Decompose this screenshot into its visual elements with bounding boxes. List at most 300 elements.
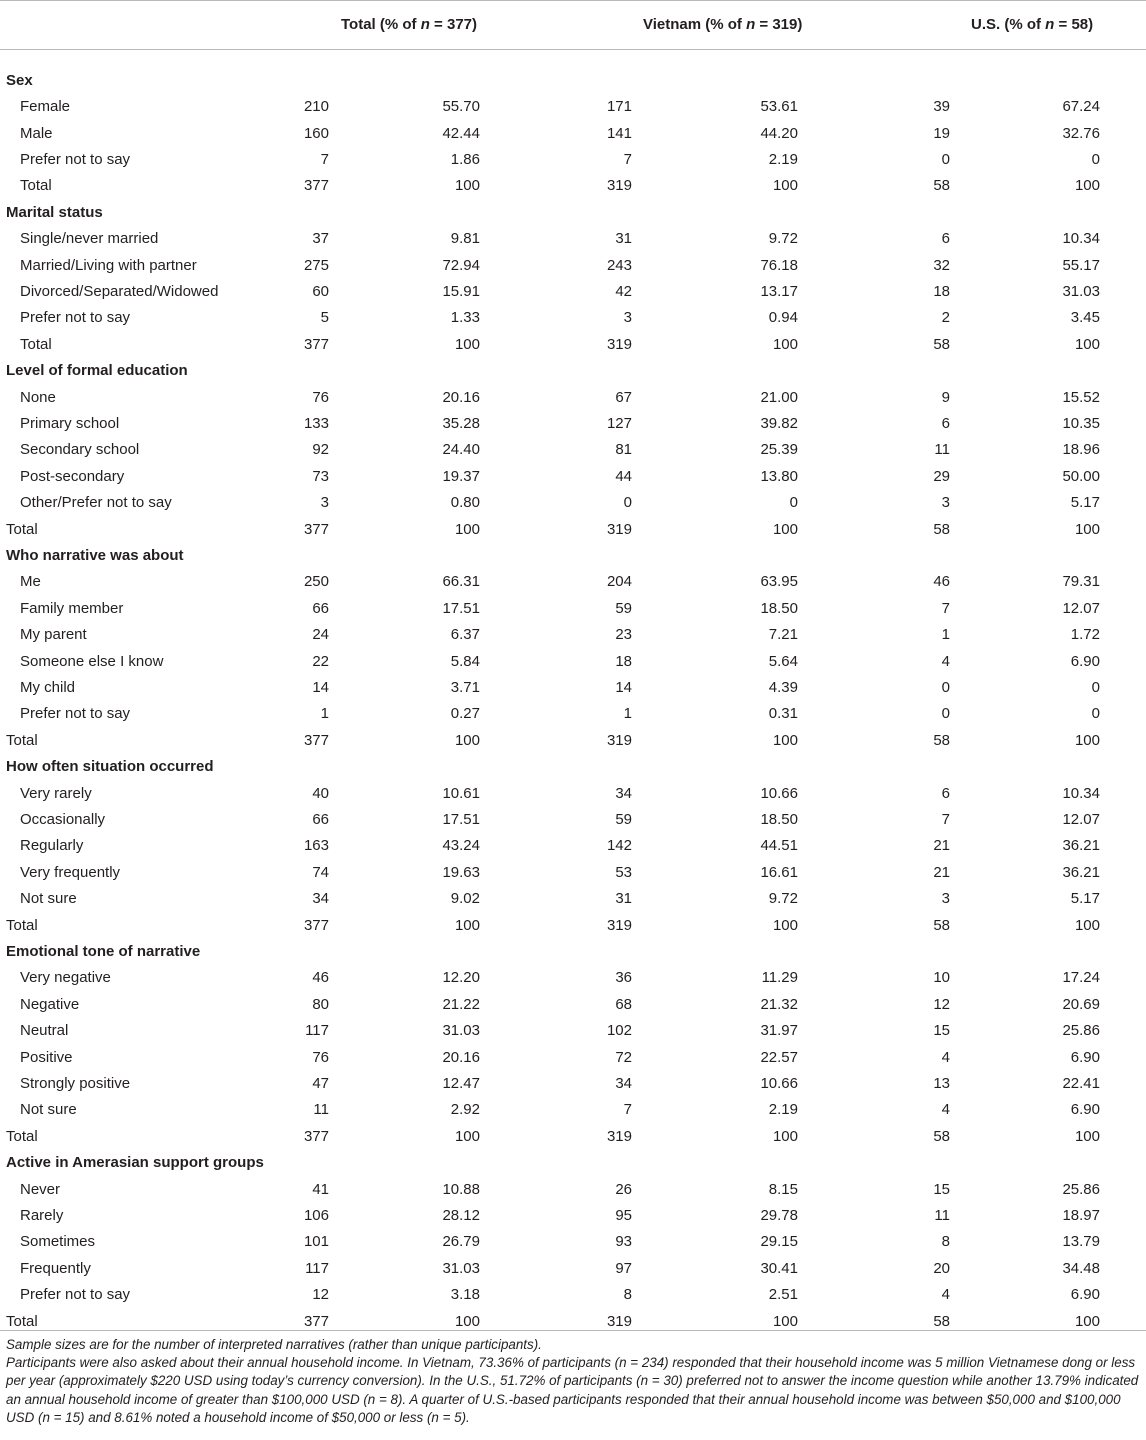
total-percent-cell: 20.16 (442, 388, 480, 406)
section-header-row (0, 200, 1146, 226)
row-label: My parent (20, 626, 87, 644)
us-count-cell: 58 (933, 731, 950, 749)
us-percent-cell: 55.17 (1062, 256, 1100, 274)
total-percent-cell: 100 (454, 1312, 480, 1330)
vietnam-percent-cell: 44.20 (760, 124, 798, 142)
total-count-cell: 377 (303, 731, 329, 749)
vietnam-count-cell: 204 (606, 573, 632, 591)
us-count-cell: 15 (933, 1022, 950, 1040)
us-count-cell: 21 (933, 863, 950, 881)
vietnam-percent-cell: 2.51 (768, 1286, 798, 1304)
us-count-cell: 0 (941, 679, 950, 696)
total-row (0, 728, 1146, 754)
us-percent-cell: 25.86 (1062, 1180, 1100, 1198)
table-row (0, 1256, 1146, 1282)
total-percent-cell: 100 (454, 1127, 480, 1145)
vietnam-percent-cell: 2.19 (768, 151, 798, 168)
us-percent-cell: 10.34 (1062, 784, 1100, 802)
total-row (0, 517, 1146, 543)
total-percent-cell: 19.37 (442, 467, 480, 485)
section-header-row (0, 358, 1146, 384)
total-count-cell: 377 (303, 1127, 329, 1145)
table-row (0, 1071, 1146, 1097)
us-percent-cell: 100 (1074, 520, 1100, 538)
us-percent-cell: 15.52 (1062, 388, 1100, 406)
vietnam-count-cell: 59 (615, 811, 632, 828)
total-count-cell: 5 (320, 309, 329, 327)
us-count-cell: 19 (933, 124, 950, 142)
total-count-cell: 11 (313, 1101, 329, 1119)
vietnam-percent-cell: 39.82 (760, 415, 798, 432)
us-percent-cell: 50.00 (1062, 467, 1100, 485)
us-count-cell: 3 (941, 494, 950, 512)
section-label: Who narrative was about (6, 547, 184, 564)
vietnam-percent-cell: 10.66 (760, 1075, 798, 1092)
total-percent-cell: 26.79 (442, 1233, 480, 1251)
us-count-cell: 29 (933, 467, 950, 485)
table-row (0, 464, 1146, 490)
row-label: Very rarely (20, 784, 92, 802)
row-label: Female (20, 98, 71, 116)
vietnam-count-cell: 95 (615, 1207, 632, 1224)
us-percent-cell: 67.24 (1062, 98, 1100, 116)
us-count-cell: 11 (934, 441, 950, 459)
vietnam-count-cell: 319 (606, 916, 632, 934)
vietnam-count-cell: 142 (606, 837, 632, 855)
table-row (0, 226, 1146, 252)
row-label: Prefer not to say (20, 1286, 131, 1304)
total-percent-cell: 17.51 (442, 811, 480, 828)
row-label: Sometimes (20, 1233, 96, 1251)
table-row (0, 596, 1146, 622)
table-row (0, 701, 1146, 727)
section-label: Level of formal education (6, 362, 188, 380)
section-header-row (0, 1150, 1146, 1176)
us-count-cell: 15 (933, 1180, 950, 1198)
total-percent-cell: 3.18 (450, 1286, 480, 1304)
vietnam-count-cell: 44 (615, 467, 632, 485)
section-header-row (0, 68, 1146, 94)
total-percent-cell: 17.51 (442, 599, 480, 617)
bottom-rule (0, 1330, 1146, 1331)
total-percent-cell: 10.61 (442, 784, 480, 802)
total-count-cell: 117 (305, 1259, 329, 1277)
us-percent-cell: 20.69 (1062, 995, 1100, 1013)
us-count-cell: 2 (941, 309, 950, 327)
us-percent-cell: 100 (1074, 1312, 1100, 1330)
total-count-cell: 377 (303, 177, 329, 195)
vietnam-percent-cell: 11.29 (761, 969, 798, 987)
us-count-cell: 0 (941, 705, 950, 723)
total-percent-cell: 66.31 (442, 573, 480, 591)
table-row (0, 490, 1146, 516)
total-percent-cell: 100 (454, 335, 480, 353)
table-row (0, 173, 1146, 199)
vietnam-count-cell: 319 (606, 177, 632, 195)
total-percent-cell: 100 (454, 731, 480, 749)
us-percent-cell: 12.07 (1062, 599, 1100, 617)
total-count-cell: 250 (303, 573, 329, 591)
vietnam-count-cell: 7 (623, 151, 632, 168)
vietnam-count-cell: 97 (615, 1259, 632, 1277)
row-label: Very negative (20, 969, 111, 987)
total-percent-cell: 100 (454, 520, 480, 538)
row-label: Strongly positive (20, 1075, 131, 1092)
section-header-row (0, 543, 1146, 569)
total-percent-cell: 24.40 (442, 441, 480, 459)
row-label: Rarely (20, 1207, 64, 1224)
us-percent-cell: 100 (1074, 731, 1100, 749)
total-percent-cell: 15.91 (442, 283, 480, 300)
row-label: Not sure (20, 1101, 77, 1119)
vietnam-count-cell: 42 (615, 283, 632, 300)
total-count-cell: 14 (312, 679, 329, 696)
us-percent-cell: 0 (1091, 705, 1100, 723)
us-percent-cell: 22.41 (1062, 1075, 1100, 1092)
vietnam-percent-cell: 2.19 (768, 1101, 798, 1119)
us-percent-cell: 0 (1091, 679, 1100, 696)
us-count-cell: 11 (934, 1207, 950, 1224)
us-count-cell: 58 (933, 335, 950, 353)
vietnam-count-cell: 67 (615, 388, 632, 406)
total-count-cell: 66 (312, 599, 329, 617)
row-label: Very frequently (20, 863, 121, 881)
total-percent-cell: 12.20 (442, 969, 480, 987)
us-count-cell: 58 (933, 1127, 950, 1145)
vietnam-percent-cell: 100 (772, 1312, 798, 1330)
table-row (0, 121, 1146, 147)
row-label: Negative (20, 995, 80, 1013)
total-count-cell: 76 (312, 1048, 329, 1066)
section-header-row (0, 939, 1146, 965)
row-label: Frequently (20, 1259, 91, 1277)
vietnam-percent-cell: 4.39 (768, 679, 798, 696)
table-row (0, 1018, 1146, 1044)
vietnam-percent-cell: 18.50 (760, 811, 798, 828)
total-count-cell: 101 (303, 1233, 329, 1251)
table-row (0, 622, 1146, 648)
total-count-cell: 66 (312, 811, 329, 828)
section-label: How often situation occurred (6, 758, 214, 776)
total-percent-cell: 21.22 (442, 995, 480, 1013)
total-percent-cell: 10.88 (442, 1180, 480, 1198)
us-percent-cell: 25.86 (1062, 1022, 1100, 1040)
total-percent-cell: 35.28 (442, 415, 480, 432)
us-count-cell: 9 (941, 388, 950, 406)
total-percent-cell: 1.86 (450, 151, 480, 168)
vietnam-percent-cell: 0.94 (768, 309, 798, 327)
row-label: Me (20, 573, 41, 591)
total-count-cell: 377 (303, 335, 329, 353)
us-percent-cell: 5.17 (1070, 494, 1100, 512)
us-count-cell: 7 (941, 811, 950, 828)
vietnam-count-cell: 93 (615, 1233, 632, 1251)
us-percent-cell: 32.76 (1062, 124, 1100, 142)
total-count-cell: 377 (303, 916, 329, 934)
section-label: Active in Amerasian support groups (6, 1154, 264, 1172)
total-count-cell: 117 (305, 1022, 329, 1040)
us-percent-cell: 100 (1074, 1127, 1100, 1145)
us-count-cell: 58 (933, 520, 950, 538)
table-row (0, 437, 1146, 463)
table-row (0, 807, 1146, 833)
vietnam-count-cell: 34 (615, 784, 632, 802)
total-count-cell: 92 (312, 441, 329, 459)
row-label: Neutral (20, 1022, 69, 1040)
us-percent-cell: 36.21 (1062, 863, 1100, 881)
total-count-cell: 73 (312, 467, 329, 485)
total-percent-cell: 6.37 (450, 626, 480, 644)
total-count-cell: 377 (303, 1312, 329, 1330)
total-count-cell: 210 (303, 98, 329, 116)
vietnam-percent-cell: 13.17 (760, 283, 798, 300)
total-percent-cell: 28.12 (442, 1207, 480, 1224)
us-percent-cell: 100 (1074, 177, 1100, 195)
table-row (0, 1097, 1146, 1123)
vietnam-percent-cell: 9.72 (768, 230, 798, 248)
vietnam-count-cell: 34 (615, 1075, 632, 1092)
total-count-cell: 3 (320, 494, 329, 512)
row-label: Prefer not to say (20, 151, 131, 168)
total-percent-cell: 9.81 (450, 230, 480, 248)
row-label: Other/Prefer not to say (20, 494, 172, 512)
table-row (0, 1229, 1146, 1255)
vietnam-percent-cell: 29.78 (760, 1207, 798, 1224)
row-label: Prefer not to say (20, 705, 131, 723)
vietnam-percent-cell: 63.95 (760, 573, 798, 591)
total-percent-cell: 12.47 (442, 1075, 480, 1092)
table-footnotes (6, 1336, 1142, 1427)
table-row (0, 965, 1146, 991)
total-percent-cell: 0.80 (450, 494, 480, 512)
row-label: Family member (20, 599, 124, 617)
row-label: Total (6, 731, 38, 749)
total-count-cell: 47 (312, 1075, 329, 1092)
section-label: Emotional tone of narrative (6, 943, 201, 960)
total-percent-cell: 20.16 (442, 1048, 480, 1066)
vietnam-count-cell: 81 (615, 441, 632, 459)
us-percent-cell: 18.96 (1062, 441, 1100, 459)
row-label: None (20, 388, 56, 406)
total-count-cell: 7 (320, 151, 329, 168)
us-percent-cell: 6.90 (1070, 1101, 1100, 1119)
us-percent-cell: 3.45 (1070, 309, 1100, 327)
vietnam-count-cell: 319 (606, 520, 632, 538)
table-row (0, 94, 1146, 120)
vietnam-count-cell: 102 (606, 1022, 632, 1040)
vietnam-percent-cell: 100 (772, 731, 798, 749)
vietnam-percent-cell: 0 (789, 494, 798, 512)
us-count-cell: 8 (941, 1233, 950, 1251)
total-percent-cell: 43.24 (442, 837, 480, 855)
vietnam-count-cell: 141 (606, 124, 632, 142)
total-row (0, 1309, 1146, 1335)
us-count-cell: 58 (933, 1312, 950, 1330)
us-count-cell: 4 (941, 652, 950, 670)
vietnam-count-cell: 14 (615, 679, 632, 696)
row-label: Positive (20, 1048, 73, 1066)
vietnam-percent-cell: 16.61 (760, 863, 798, 881)
vietnam-count-cell: 36 (615, 969, 632, 987)
vietnam-count-cell: 68 (615, 995, 632, 1013)
row-label: Prefer not to say (20, 309, 131, 327)
total-percent-cell: 3.71 (450, 679, 480, 696)
vietnam-count-cell: 319 (606, 335, 632, 353)
table-row (0, 385, 1146, 411)
table-row (0, 1045, 1146, 1071)
us-count-cell: 4 (941, 1101, 950, 1119)
table-row (0, 675, 1146, 701)
total-percent-cell: 19.63 (442, 863, 480, 881)
total-percent-cell: 100 (454, 916, 480, 934)
row-label: Secondary school (20, 441, 140, 459)
row-label: Total (20, 177, 52, 195)
us-count-cell: 12 (933, 995, 950, 1013)
row-label: Not sure (20, 890, 77, 908)
vietnam-count-cell: 319 (606, 1127, 632, 1145)
table-row (0, 305, 1146, 331)
footnote-2: Participants were also asked about their annual household income. In Vietnam, 73.36% of participants (n = 234) responded that their household income was 5 million Vietnamese dong or less per year (approximately $220 USD using today’s currency conversion). In the U.S., 51.72% of participants (n = 30) preferred not to answer the income question while another 13.79% indicated an annual household income of greater than $100,000 USD (n = 8). A quarter of U.S.-based participants responded that their annual household income was between $50,000 and $100,000 USD (n = 15) and 8.61% noted a household income of $50,000 or less (n = 5). (6, 1355, 1139, 1425)
vietnam-percent-cell: 100 (772, 1127, 798, 1145)
us-percent-cell: 17.24 (1062, 969, 1100, 987)
vietnam-count-cell: 31 (615, 230, 632, 248)
vietnam-count-cell: 59 (615, 599, 632, 617)
vietnam-count-cell: 171 (606, 98, 632, 116)
total-percent-cell: 1.33 (450, 309, 480, 327)
total-count-cell: 74 (312, 863, 329, 881)
row-label: Post-secondary (20, 467, 125, 485)
row-label: Divorced/Separated/Widowed (20, 283, 219, 300)
us-percent-cell: 18.97 (1062, 1207, 1100, 1224)
table-row (0, 1203, 1146, 1229)
us-count-cell: 1 (941, 626, 950, 644)
us-count-cell: 6 (941, 230, 950, 248)
total-count-cell: 37 (312, 230, 329, 248)
total-percent-cell: 2.92 (450, 1101, 480, 1119)
row-label: Total (6, 1127, 38, 1145)
table-row (0, 860, 1146, 886)
total-count-cell: 60 (312, 283, 329, 300)
us-count-cell: 32 (933, 256, 950, 274)
total-count-cell: 12 (312, 1286, 329, 1304)
total-row (0, 1124, 1146, 1150)
vietnam-percent-cell: 9.72 (768, 890, 798, 908)
total-count-cell: 80 (312, 995, 329, 1013)
vietnam-count-cell: 53 (615, 863, 632, 881)
us-percent-cell: 12.07 (1062, 811, 1100, 828)
table-row (0, 886, 1146, 912)
us-count-cell: 6 (941, 784, 950, 802)
total-count-cell: 34 (312, 890, 329, 908)
table-row (0, 833, 1146, 859)
us-count-cell: 20 (933, 1259, 950, 1277)
table-row (0, 411, 1146, 437)
vietnam-percent-cell: 8.15 (768, 1180, 798, 1198)
total-count-cell: 377 (303, 520, 329, 538)
vietnam-count-cell: 72 (615, 1048, 632, 1066)
vietnam-percent-cell: 53.61 (760, 98, 798, 116)
vietnam-count-cell: 319 (606, 1312, 632, 1330)
us-percent-cell: 13.79 (1062, 1233, 1100, 1251)
vietnam-percent-cell: 31.97 (760, 1022, 798, 1040)
us-count-cell: 10 (933, 969, 950, 987)
total-percent-cell: 31.03 (442, 1022, 480, 1040)
us-count-cell: 18 (933, 283, 950, 300)
table-row (0, 569, 1146, 595)
section-header-row (0, 754, 1146, 780)
total-count-cell: 76 (312, 388, 329, 406)
total-count-cell: 106 (303, 1207, 329, 1224)
table-row (0, 781, 1146, 807)
us-count-cell: 7 (941, 599, 950, 617)
us-count-cell: 46 (933, 573, 950, 591)
header-us: U.S. (% of n = 58) (971, 16, 1094, 33)
total-percent-cell: 31.03 (442, 1259, 480, 1277)
us-percent-cell: 10.34 (1062, 230, 1100, 248)
vietnam-percent-cell: 21.00 (760, 388, 798, 406)
vietnam-count-cell: 8 (623, 1286, 632, 1304)
us-percent-cell: 0 (1091, 151, 1100, 168)
row-label: Regularly (20, 837, 84, 855)
row-label: Someone else I know (20, 652, 164, 670)
vietnam-count-cell: 31 (615, 890, 632, 908)
us-count-cell: 6 (941, 415, 950, 432)
total-percent-cell: 100 (454, 177, 480, 195)
header-rule (0, 49, 1146, 50)
vietnam-percent-cell: 44.51 (760, 837, 798, 855)
table-row (0, 1282, 1146, 1308)
total-count-cell: 1 (320, 705, 329, 723)
vietnam-percent-cell: 30.41 (760, 1259, 798, 1277)
us-count-cell: 0 (941, 151, 950, 168)
vietnam-percent-cell: 76.18 (760, 256, 798, 274)
total-count-cell: 40 (312, 784, 329, 802)
us-percent-cell: 6.90 (1070, 652, 1100, 670)
vietnam-count-cell: 23 (615, 626, 632, 644)
total-count-cell: 24 (312, 626, 329, 644)
us-percent-cell: 5.17 (1070, 890, 1100, 908)
vietnam-percent-cell: 7.21 (768, 626, 798, 644)
section-label: Sex (6, 71, 33, 89)
us-count-cell: 39 (933, 98, 950, 116)
total-count-cell: 133 (303, 415, 329, 432)
row-label: Total (20, 335, 52, 353)
vietnam-count-cell: 1 (623, 705, 632, 723)
us-percent-cell: 100 (1074, 916, 1100, 934)
total-count-cell: 160 (303, 124, 329, 142)
vietnam-percent-cell: 100 (772, 916, 798, 934)
header-vietnam: Vietnam (% of n = 319) (643, 16, 803, 33)
vietnam-percent-cell: 18.50 (760, 599, 798, 617)
vietnam-count-cell: 3 (623, 309, 632, 327)
us-count-cell: 58 (933, 916, 950, 934)
vietnam-percent-cell: 22.57 (760, 1048, 798, 1066)
us-percent-cell: 6.90 (1070, 1048, 1100, 1066)
us-percent-cell: 79.31 (1062, 573, 1100, 591)
vietnam-percent-cell: 25.39 (760, 441, 798, 459)
vietnam-percent-cell: 0.31 (768, 705, 798, 723)
us-percent-cell: 34.48 (1062, 1259, 1100, 1277)
row-label: Occasionally (20, 811, 106, 828)
us-count-cell: 58 (933, 177, 950, 195)
total-count-cell: 46 (312, 969, 329, 987)
total-percent-cell: 0.27 (450, 705, 480, 723)
us-percent-cell: 10.35 (1062, 415, 1100, 432)
us-percent-cell: 36.21 (1062, 837, 1100, 855)
row-label: Married/Living with partner (20, 256, 197, 274)
total-percent-cell: 9.02 (450, 890, 480, 908)
table-row (0, 147, 1146, 173)
